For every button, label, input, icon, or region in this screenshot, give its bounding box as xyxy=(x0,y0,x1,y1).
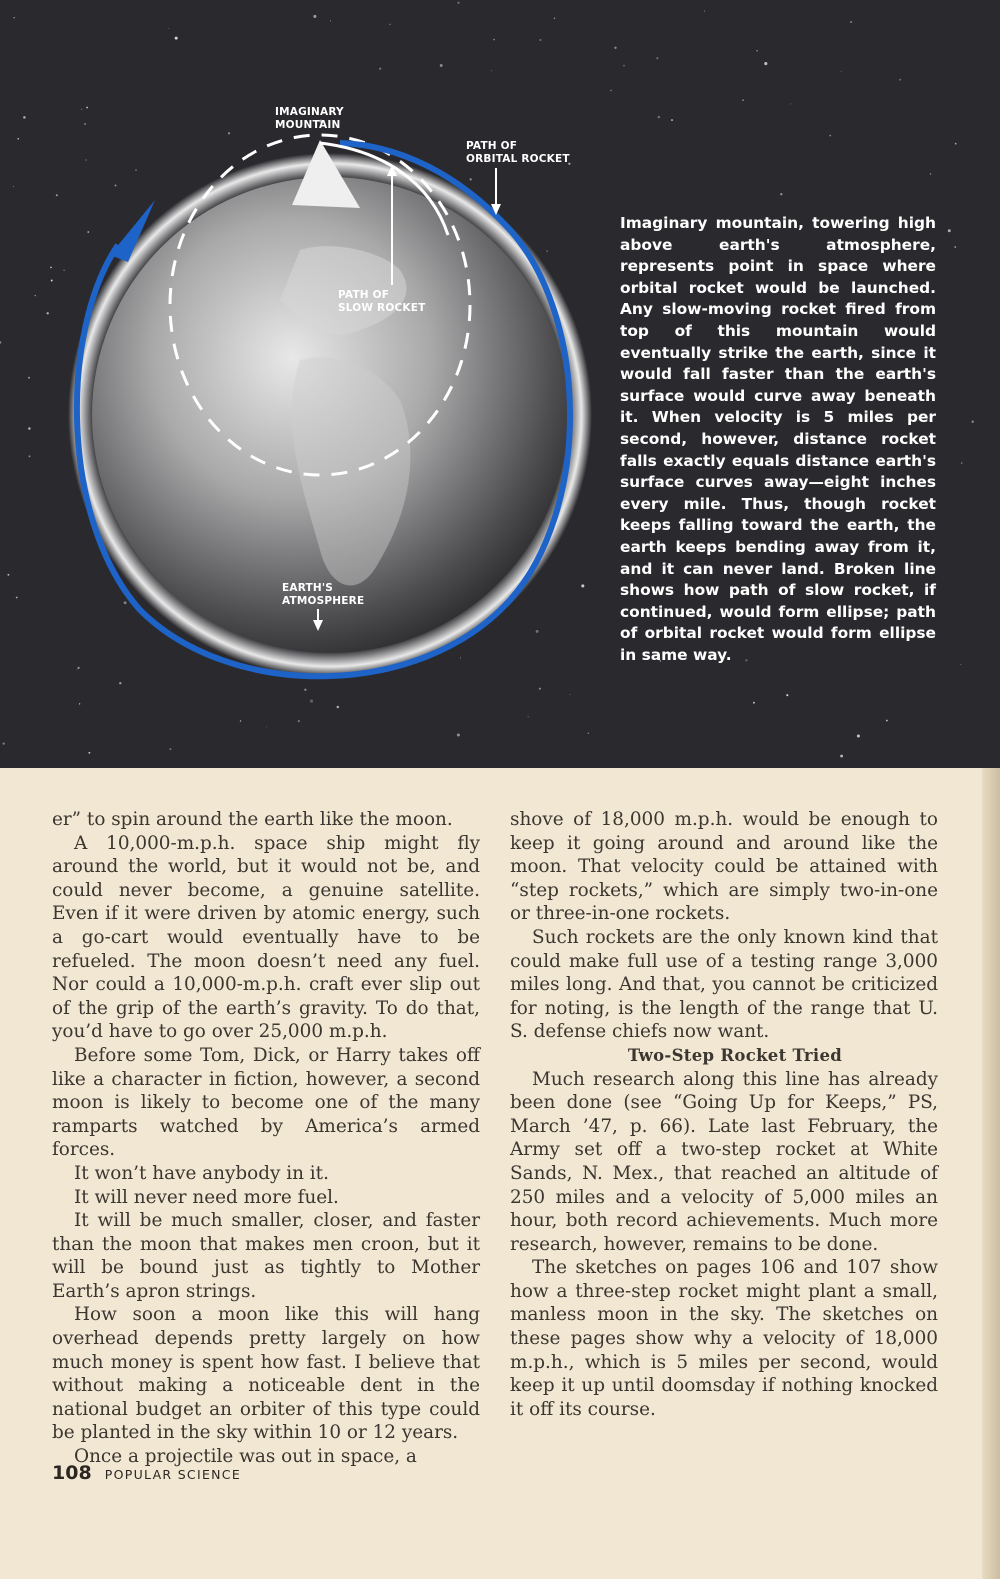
star xyxy=(470,178,472,180)
label-line: ORBITAL ROCKET xyxy=(466,153,570,165)
star xyxy=(786,694,788,696)
paragraph: It will be much smaller, closer, and faster than the moon that makes men croon, but it will be bound just as tightly to Mother Earth’s apron strings. xyxy=(52,1210,480,1302)
star xyxy=(457,734,460,737)
star xyxy=(228,132,230,134)
label-line: IMAGINARY xyxy=(275,106,344,118)
star xyxy=(81,109,82,110)
star xyxy=(954,246,956,248)
star xyxy=(240,720,241,721)
star xyxy=(88,752,90,754)
star xyxy=(440,64,443,67)
star xyxy=(764,62,767,65)
star xyxy=(28,427,31,430)
label-imaginary-mountain xyxy=(275,106,344,132)
star xyxy=(899,79,901,81)
star xyxy=(588,732,589,733)
star xyxy=(119,682,121,684)
label-line: PATH OF xyxy=(338,289,390,301)
star xyxy=(457,2,459,4)
label-line: PATH OF xyxy=(466,140,518,152)
star xyxy=(266,726,267,727)
label-line: ATMOSPHERE xyxy=(282,595,365,607)
star xyxy=(539,688,541,690)
star xyxy=(84,123,86,125)
star xyxy=(753,702,755,704)
star xyxy=(704,11,705,12)
star xyxy=(79,703,80,704)
star xyxy=(124,601,127,604)
star xyxy=(115,184,117,186)
star xyxy=(310,700,313,703)
publication-name: POPULAR SCIENCE xyxy=(104,1467,242,1482)
page-footer xyxy=(52,1462,241,1484)
star xyxy=(51,280,53,282)
star xyxy=(610,90,611,91)
paragraph: Much research along this line has already been done (see “Going Up for Keeps,” PS, March ’47, p. 66). Late last February, the Army set off a two-step rocket at White Sands, N. Mex., that reached an altitude of 250 miles and a velocity of 5,000 miles an hour, both record achievements. Much more research, however, remains to be done. xyxy=(510,1068,938,1255)
paragraph: shove of 18,000 m.p.h. would be enough to keep it going around and around like the moon. That velocity could be attained with “step rockets,” which are simply two-in-one or three-in-one rockets. xyxy=(510,809,938,925)
star xyxy=(554,18,556,20)
star xyxy=(3,742,5,744)
star xyxy=(298,720,300,722)
star xyxy=(581,584,584,587)
star xyxy=(955,143,957,145)
star xyxy=(671,119,673,121)
star xyxy=(547,251,548,252)
star xyxy=(28,377,30,379)
paragraph: It will never need more fuel. xyxy=(74,1186,339,1208)
star xyxy=(337,706,340,709)
star xyxy=(313,15,316,18)
star xyxy=(50,267,52,269)
label-line: SLOW ROCKET xyxy=(338,302,426,314)
star xyxy=(886,720,888,722)
section-subhead: Two-Step Rocket Tried xyxy=(627,1045,843,1065)
star xyxy=(77,669,78,670)
star xyxy=(780,193,782,195)
paragraph: It won’t have anybody in it. xyxy=(74,1162,329,1184)
paragraph: Once a projectile was out in space, a xyxy=(74,1446,417,1468)
star xyxy=(930,173,932,175)
star xyxy=(168,28,169,29)
label-slow-path xyxy=(338,289,425,315)
star xyxy=(656,57,658,59)
star xyxy=(46,312,48,314)
paragraph: A 10,000-m.p.h. space ship might fly around the world, but it would not be, and could never become, a genuine satellite. Even if it were driven by atomic energy, such a go-cart would eventually have to be refueled. The moon doesn’t need any fuel. Nor could a 10,000-m.p.h. craft ever slip out of the grip of the earth’s gravity. To do that, you’d have to go over 25,000 m.p.h. xyxy=(52,832,480,1043)
star xyxy=(623,65,625,67)
star xyxy=(86,159,87,160)
star xyxy=(756,50,758,52)
star xyxy=(493,39,494,40)
star xyxy=(56,194,58,196)
star xyxy=(658,116,660,118)
star xyxy=(491,70,492,71)
body-column-right xyxy=(510,808,938,1421)
star xyxy=(536,630,539,633)
star xyxy=(87,231,89,233)
star xyxy=(29,455,31,457)
star xyxy=(960,664,961,665)
star xyxy=(539,39,541,41)
star xyxy=(614,47,616,49)
star xyxy=(850,21,852,23)
paragraph: Before some Tom, Dick, or Harry takes off like a character in fiction, however, a second moon is likely to become one of the many ramparts watched by America’s armed forces. xyxy=(52,1044,480,1161)
star xyxy=(389,24,390,25)
paragraph: Such rockets are the only known kind that could make full use of a testing range 3,000 miles long. And that, you cannot be criticized for noting, is the length of the range that U. S. defense chiefs now want. xyxy=(510,926,938,1043)
star xyxy=(790,103,791,104)
star xyxy=(528,716,529,717)
star xyxy=(23,116,26,119)
star xyxy=(169,748,171,750)
star xyxy=(7,574,9,576)
star xyxy=(13,186,14,187)
star xyxy=(304,689,306,691)
label-line: MOUNTAIN xyxy=(275,119,341,131)
star xyxy=(379,68,381,70)
star xyxy=(330,20,331,21)
paragraph: How soon a moon like this will hang overhead depends pretty largely on how much money is spent how fast. I believe that without making a noticeable dent in the national budget an orbiter of this type could be planted in the sky within 10 or 12 years. xyxy=(52,1304,480,1444)
page-edge-shadow xyxy=(982,768,1000,1579)
star xyxy=(17,138,19,140)
paragraph: er” to spin around the earth like the moon. xyxy=(52,809,453,830)
star xyxy=(86,107,88,109)
star xyxy=(175,37,178,40)
star xyxy=(948,229,951,232)
star xyxy=(135,169,137,171)
star xyxy=(77,667,79,669)
star xyxy=(840,71,841,72)
star xyxy=(14,17,15,18)
star xyxy=(742,99,743,100)
star xyxy=(829,135,831,137)
star xyxy=(460,657,461,658)
star xyxy=(961,462,963,464)
paragraph: The sketches on pages 106 and 107 show how a three-step rocket might plant a small, manless moon in the sky. The sketches on these pages show why a velocity of 18,000 m.p.h., which is 5 miles per second, would keep it up until doomsday if nothing knocked it off its course. xyxy=(510,1257,938,1420)
label-atmosphere xyxy=(282,582,364,608)
label-orbital-path xyxy=(466,140,570,166)
illustration xyxy=(0,0,1000,768)
star xyxy=(35,295,36,296)
page-number: 108 xyxy=(52,1462,92,1484)
star xyxy=(840,755,843,758)
label-line: EARTH'S xyxy=(282,582,334,594)
star xyxy=(972,421,974,423)
star xyxy=(0,341,1,344)
body-column-left xyxy=(52,808,480,1469)
star xyxy=(63,270,64,271)
figure-caption: Imaginary mountain, towering high above earth's atmosphere, represents point in space where orbital rocket would be launched. Any slow-moving rocket fired from top of this mountain would eventually strike the earth, since it would fall faster than the earth's surface would curve away beneath it. When velocity is 5 miles per second, however, distance rocket falls exactly equals distance earth's surface curves away—eight inches every mile. Thus, though rocket keeps falling toward the earth, the earth keeps bending away from it, and it can never land. Broken line shows how path of slow rocket, if continued, would form ellipse; path of orbital rocket would form ellipse in same way. xyxy=(620,214,936,664)
star xyxy=(857,734,860,737)
star xyxy=(16,597,18,599)
star xyxy=(570,694,571,695)
